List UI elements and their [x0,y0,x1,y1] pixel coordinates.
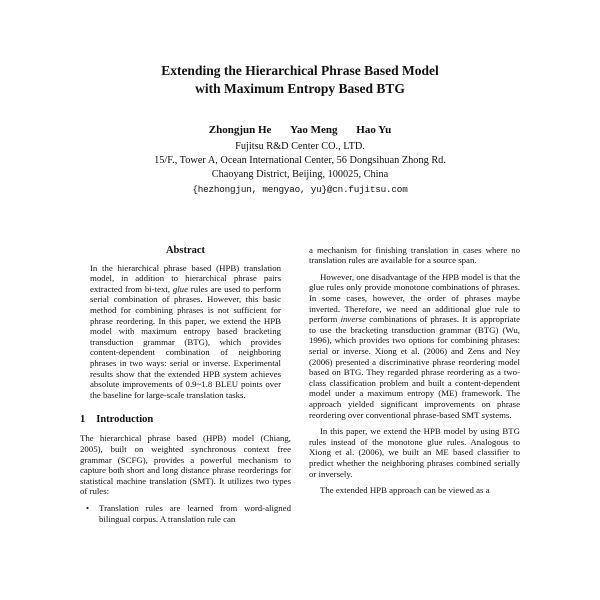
paragraph-this-paper: In this paper, we extend the HPB model by using BTG rules instead of the monotone glue rules. Analogous to Xiong et al. (2006), we built an ME based classifier to predict whether the neighboring phrases combined serially or inversely. [309,426,520,479]
abstract-italic-term: glue [172,283,188,294]
paragraph-segment: However, one disadvantage of the HPB model is that the glue rules only provide monotone combinations of phrases. In some cases, however, the order of phrases maybe inverted. Therefore, we need an additional glue rule to perform [309,271,520,325]
continuation-paragraph: a mechanism for finishing translation in cases where no translation rules are available for a source span. [309,244,520,266]
title-line-2: with Maximum Entropy Based BTG [195,80,405,96]
affiliation-address: 15/F., Tower A, Ocean International Center, 56 Dongsihuan Zhong Rd. [154,154,446,166]
section-title: Introduction [96,414,154,426]
right-column [309,245,520,524]
author-name-2: Yao Meng [290,123,338,136]
paper-header [80,62,520,195]
paper-title [80,62,520,98]
abstract-segment: rules are used to perform serial combination of phrases. However, this basic method for combining phrases is not sufficient for phrase reordering. In this paper, we extend the HPB model with maximum entropy based bracketing transduction grammar (BTG), which provides content-dependent combination of neighboring phrases in two ways: serial or inverse. Experimental results show that the extended HPB system achieves absolute improvements of 0.9~1.8 BLEU points over the baseline for large-scale translation tasks. [90,283,281,400]
abstract-segment: In the hierarchical phrase based (HPB) translation model, in addition to hierarchical phrase pairs extracted from bi-text, [90,262,281,294]
affiliation-city: Chaoyang District, Beijing, 100025, China [211,168,389,180]
bullet-icon: • [86,502,90,513]
title-line-1: Extending the Hierarchical Phrase Based Model [161,63,439,78]
affiliation-organization: Fujitsu R&D Center CO., LTD. [235,140,365,152]
bullet-list-item [86,503,291,524]
section-1-heading [80,414,291,425]
email-line: {hezhongjun, mengyao, yu}@cn.fujitsu.com [192,183,408,195]
abstract-heading: Abstract [165,244,206,256]
left-column [80,245,291,524]
paragraph-italic-term: inverse [340,314,366,325]
abstract-text [80,263,291,401]
two-column-body [80,245,520,524]
authors-line [80,124,520,136]
author-name-3: Hao Yu [356,123,392,136]
bullet-text: Translation rules are learned from word-aligned bilingual corpus. A translation rule can [99,502,291,524]
paragraph-segment: combinations of phrases. It is appropriate to use the bracketing transduction grammar (BTG) (Wu, 1996), which provides two options for combining phrases: serial or inverse. Xiong et al. (2006) and Zens and Ney (2006) presented a discriminative phrase reordering model based on BTG. They regarded phrase reordering as a two-class classification problem and built a content-dependent model under a maximum entropy (ME) framework. The approach yielded significant improvements on phrase reordering over conventional phrase-based SMT systems. [309,314,520,420]
section-number: 1 [80,414,86,426]
author-name-1: Zhongjun He [208,123,272,136]
paragraph-disadvantage [309,272,520,420]
paragraph-extended-approach: The extended HPB approach can be viewed as a [320,485,490,496]
intro-paragraph: The hierarchical phrase based (HPB) model (Chiang, 2005), built on weighted synchronous context free grammar (SCFG), provides a powerful mechanism to capture both short and long distance phrase reorderings for statistical machine translation (SMT). It utilizes two types of rules: [80,433,291,497]
